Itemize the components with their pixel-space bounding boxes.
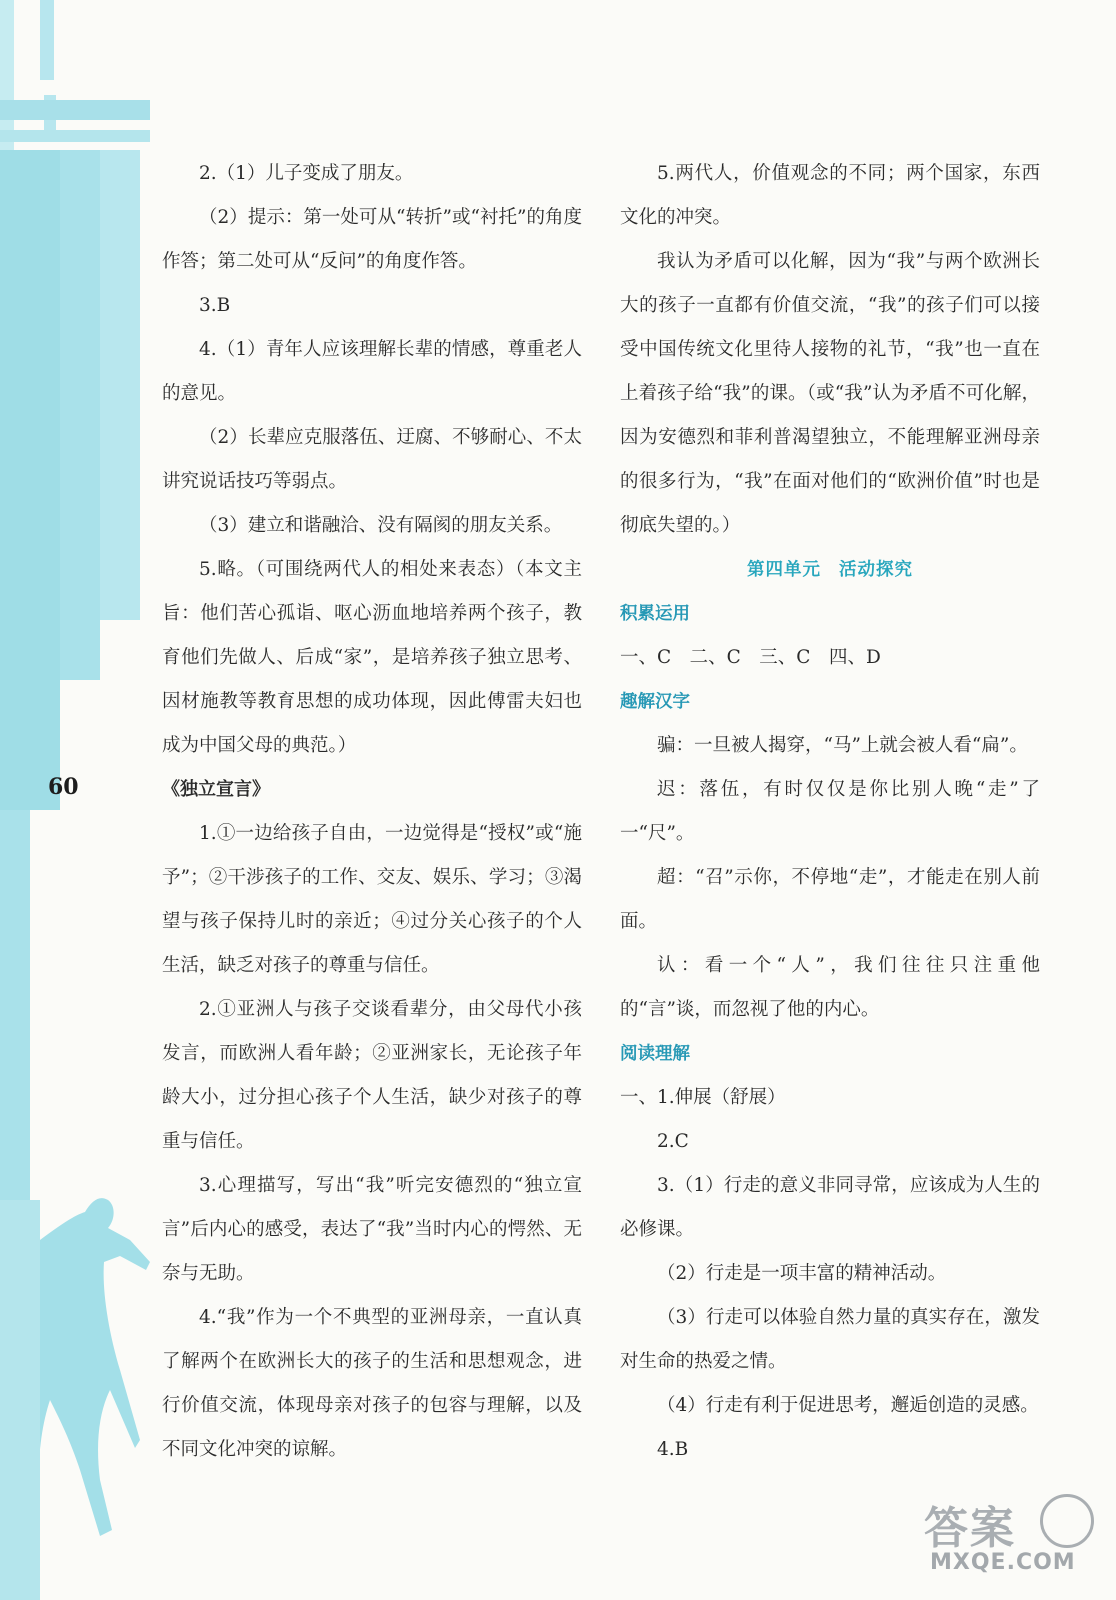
answer-paragraph: 认：看一个“人”，我们往往只注重他的“言”谈，而忽视了他的内心。 <box>620 955 1040 1020</box>
right-column <box>620 152 1040 1472</box>
unit-heading-part2: 活动探究 <box>839 560 913 580</box>
answer-paragraph: 一、C 二、C 三、C 四、D <box>620 647 881 668</box>
answer-paragraph: 2.（1）儿子变成了朋友。 <box>199 163 414 184</box>
answer-paragraph: （3）建立和谐融洽、没有隔阂的朋友关系。 <box>199 515 563 536</box>
unit-heading <box>620 548 1040 592</box>
watermark-domain: MXQE.COM <box>930 1550 1076 1575</box>
site-watermark <box>900 1490 1100 1590</box>
section-heading: 阅读理解 <box>620 1044 690 1064</box>
watermark-logo-text: 答案 <box>924 1503 1016 1554</box>
unit-heading-part1: 第四单元 <box>747 560 821 580</box>
answer-paragraph: 5.略。（可围绕两代人的相处来表态）（本文主旨：他们苦心孤诣、呕心沥血地培养两个孩子，教育他们先做人、后成“家”，是培养孩子独立思考、因材施教等教育思想的成功体现，因此傅雷夫妇也成为中国父母的典范。） <box>162 559 582 756</box>
section-title: 《独立宣言》 <box>162 779 270 800</box>
watermark-seal-icon <box>1040 1494 1094 1548</box>
answer-paragraph: 迟：落伍，有时仅仅是你比别人晚“走”了一“尺”。 <box>620 779 1040 844</box>
answer-paragraph: 3.心理描写，写出“我”听完安德烈的“独立宣言”后内心的感受，表达了“我”当时内心的愕然、无奈与无助。 <box>162 1175 582 1284</box>
answer-paragraph: 4.“我”作为一个不典型的亚洲母亲，一直认真了解两个在欧洲长大的孩子的生活和思想观念，进行价值交流，体现母亲对孩子的包容与理解，以及不同文化冲突的谅解。 <box>162 1307 582 1460</box>
answer-paragraph: 3.B <box>199 295 231 316</box>
section-heading: 积累运用 <box>620 604 690 624</box>
answer-paragraph: 超：“召”示你，不停地“走”，才能走在别人前面。 <box>620 867 1040 932</box>
answer-paragraph: 骗：一旦被人揭穿，“马”上就会被人看“扁”。 <box>657 735 1028 756</box>
answer-paragraph: 2.C <box>657 1131 689 1152</box>
left-column <box>162 152 582 1472</box>
answer-paragraph: 2.①亚洲人与孩子交谈看辈分，由父母代小孩发言，而欧洲人看年龄；②亚洲家长，无论孩子年龄大小，过分担心孩子个人生活，缺少对孩子的尊重与信任。 <box>162 999 582 1152</box>
answer-paragraph: 我认为矛盾可以化解，因为“我”与两个欧洲长大的孩子一直都有价值交流，“我”的孩子们可以接受中国传统文化里待人接物的礼节，“我”也一直在上着孩子给“我”的课。（或“我”认为矛盾不可化解，因为安德烈和菲利普渴望独立，不能理解亚洲母亲的很多行为，“我”在面对他们的“欧洲价值”时也是彻底失望的。） <box>620 251 1040 536</box>
answer-paragraph: 1.①一边给孩子自由，一边觉得是“授权”或“施予”；②干涉孩子的工作、交友、娱乐、学习；③渴望与孩子保持儿时的亲近；④过分关心孩子的个人生活，缺乏对孩子的尊重与信任。 <box>162 823 582 976</box>
answer-paragraph: 4.（1）青年人应该理解长辈的情感，尊重老人的意见。 <box>162 339 582 404</box>
answer-paragraph: （4）行走有利于促进思考，邂逅创造的灵感。 <box>657 1395 1039 1416</box>
answer-paragraph: （2）提示：第一处可从“转折”或“衬托”的角度作答；第二处可从“反问”的角度作答。 <box>162 207 582 272</box>
answer-paragraph: （3）行走可以体验自然力量的真实存在，激发对生命的热爱之情。 <box>620 1307 1040 1372</box>
section-heading: 趣解汉字 <box>620 692 690 712</box>
answer-paragraph: 一、1.伸展（舒展） <box>620 1087 786 1108</box>
decorative-side-band <box>0 0 150 1600</box>
answer-paragraph: 4.B <box>657 1439 689 1460</box>
answer-paragraph: 5.两代人，价值观念的不同；两个国家，东西文化的冲突。 <box>620 163 1040 228</box>
answer-paragraph: （2）行走是一项丰富的精神活动。 <box>657 1263 947 1284</box>
figure-silhouette-icon <box>0 0 150 1600</box>
answer-paragraph: （2）长辈应克服落伍、迂腐、不够耐心、不太讲究说话技巧等弱点。 <box>162 427 582 492</box>
answer-paragraph: 3.（1）行走的意义非同寻常，应该成为人生的必修课。 <box>620 1175 1040 1240</box>
page-number: 60 <box>48 774 79 800</box>
